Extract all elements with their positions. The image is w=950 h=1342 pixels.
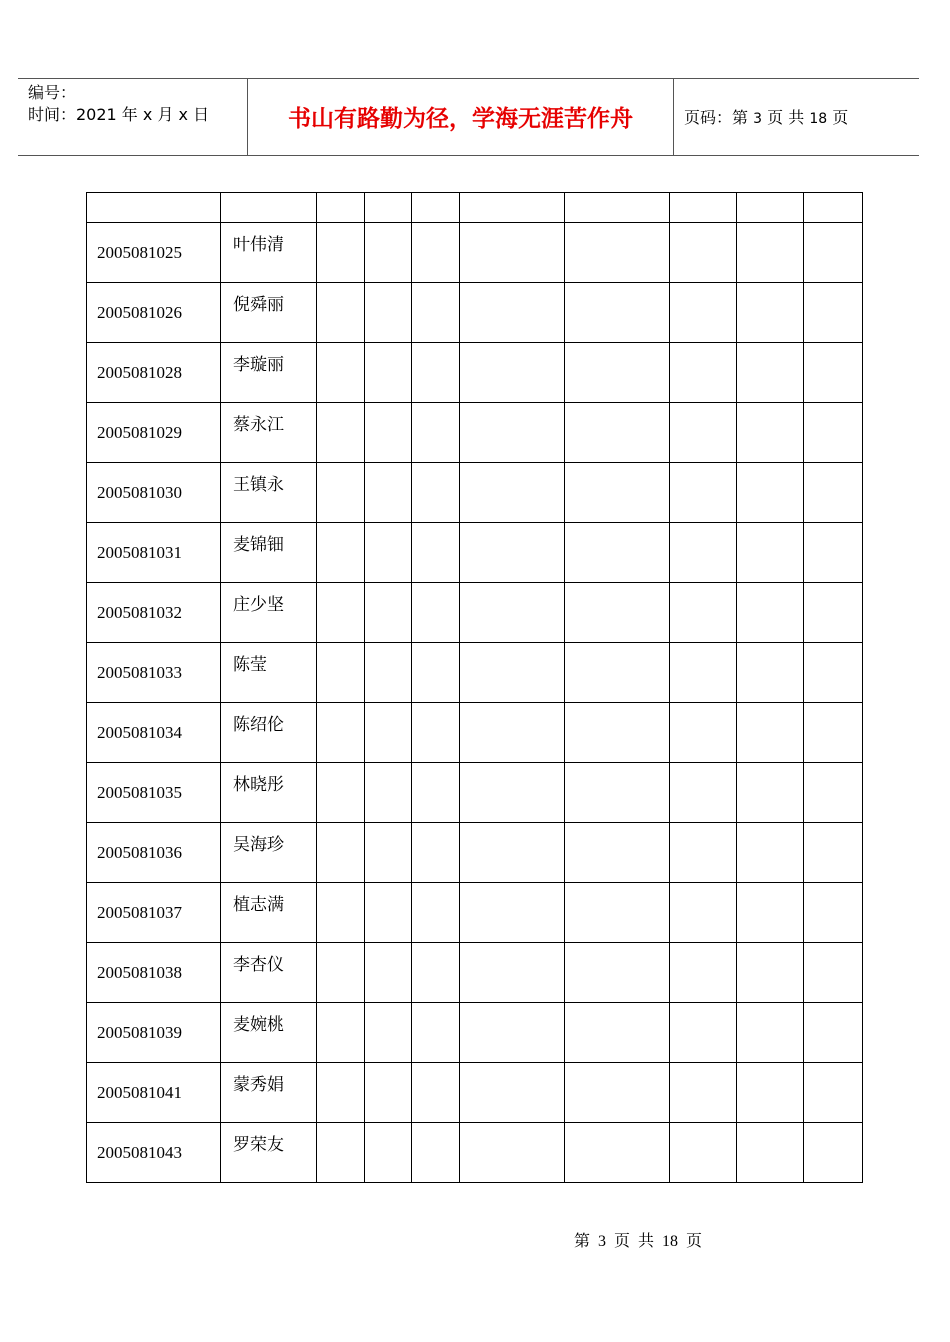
table-cell	[737, 643, 804, 703]
table-cell	[565, 463, 670, 523]
student-id-cell: 2005081030	[87, 463, 221, 523]
table-cell	[670, 403, 737, 463]
table-cell	[365, 763, 412, 823]
table-cell	[317, 703, 365, 763]
table-cell	[670, 763, 737, 823]
table-cell	[565, 403, 670, 463]
page-current: 3	[753, 111, 763, 127]
table-cell	[565, 523, 670, 583]
page-suffix: 页	[832, 108, 849, 127]
table-cell	[670, 943, 737, 1003]
table-cell	[460, 463, 565, 523]
table-cell	[565, 1003, 670, 1063]
table-cell	[365, 643, 412, 703]
table-cell	[804, 343, 863, 403]
student-table	[86, 192, 863, 1183]
table-cell	[804, 223, 863, 283]
table-cell	[737, 583, 804, 643]
student-name-cell: 陈绍伦	[221, 703, 317, 763]
time-label: 时间：2021 年 x 月 x 日	[28, 105, 210, 124]
table-cell	[460, 1003, 565, 1063]
table-cell	[365, 463, 412, 523]
table-cell	[412, 283, 460, 343]
table-cell	[804, 643, 863, 703]
table-cell	[737, 763, 804, 823]
table-cell	[460, 1123, 565, 1183]
table-cell	[365, 1123, 412, 1183]
table-cell	[804, 583, 863, 643]
table-cell	[737, 943, 804, 1003]
table-cell	[221, 193, 317, 223]
table-cell	[317, 193, 365, 223]
table-cell	[317, 1003, 365, 1063]
header-meta	[28, 82, 209, 126]
table-cell	[565, 823, 670, 883]
table-cell	[460, 403, 565, 463]
table-cell	[804, 883, 863, 943]
student-name-cell: 植志满	[221, 883, 317, 943]
table-cell	[317, 523, 365, 583]
table-cell	[737, 883, 804, 943]
table-cell	[365, 703, 412, 763]
student-name-cell: 庄少坚	[221, 583, 317, 643]
table-cell	[670, 463, 737, 523]
student-name-cell: 李璇丽	[221, 343, 317, 403]
table-cell	[737, 1003, 804, 1063]
table-row	[87, 643, 863, 703]
table-cell	[670, 223, 737, 283]
table-cell	[460, 943, 565, 1003]
student-name-cell: 蒙秀娟	[221, 1063, 317, 1123]
table-row	[87, 343, 863, 403]
table-row	[87, 703, 863, 763]
table-cell	[412, 1123, 460, 1183]
table-cell	[565, 343, 670, 403]
table-cell	[365, 823, 412, 883]
table-cell	[737, 703, 804, 763]
header-page-code	[684, 106, 848, 131]
table-cell	[365, 403, 412, 463]
serial-label: 编号：	[28, 83, 77, 102]
table-cell	[317, 343, 365, 403]
table-cell	[412, 1003, 460, 1063]
table-cell	[460, 343, 565, 403]
table-cell	[365, 583, 412, 643]
table-cell	[670, 823, 737, 883]
table-cell	[317, 403, 365, 463]
table-cell	[737, 283, 804, 343]
table-cell	[460, 823, 565, 883]
table-cell	[365, 343, 412, 403]
table-cell	[804, 403, 863, 463]
table-cell	[412, 763, 460, 823]
table-row	[87, 463, 863, 523]
table-cell	[737, 823, 804, 883]
header-top-rule	[18, 78, 919, 79]
table-row	[87, 583, 863, 643]
table-row	[87, 523, 863, 583]
student-id-cell: 2005081043	[87, 1123, 221, 1183]
header-divider-right	[673, 78, 674, 155]
table-cell	[565, 193, 670, 223]
table-cell	[365, 943, 412, 1003]
header-motto: 书山有路勤为径，学海无涯苦作舟	[288, 106, 633, 132]
page-mid: 页 共	[767, 108, 805, 127]
student-name-cell: 吴海珍	[221, 823, 317, 883]
student-name-cell: 蔡永江	[221, 403, 317, 463]
student-id-cell: 2005081036	[87, 823, 221, 883]
table-cell	[565, 1123, 670, 1183]
table-cell	[412, 643, 460, 703]
table-cell	[460, 223, 565, 283]
table-cell	[460, 523, 565, 583]
table-cell	[737, 193, 804, 223]
table-cell	[87, 193, 221, 223]
table-cell	[804, 943, 863, 1003]
table-cell	[565, 643, 670, 703]
table-row	[87, 1123, 863, 1183]
table-cell	[804, 1003, 863, 1063]
table-cell	[365, 193, 412, 223]
page-prefix: 页码：第	[684, 108, 749, 127]
table-cell	[804, 283, 863, 343]
table-cell	[670, 1123, 737, 1183]
table-cell	[460, 1063, 565, 1123]
table-cell	[804, 1063, 863, 1123]
table-cell	[412, 703, 460, 763]
table-cell	[737, 523, 804, 583]
student-name-cell: 麦婉桃	[221, 1003, 317, 1063]
table-cell	[670, 343, 737, 403]
table-header-row	[87, 193, 863, 223]
table-cell	[460, 703, 565, 763]
table-cell	[565, 703, 670, 763]
table-cell	[737, 223, 804, 283]
footer-page-number: 第 3 页 共 18 页	[574, 1233, 703, 1250]
table-cell	[460, 283, 565, 343]
table-cell	[412, 823, 460, 883]
student-id-cell: 2005081025	[87, 223, 221, 283]
student-id-cell: 2005081039	[87, 1003, 221, 1063]
table-cell	[565, 883, 670, 943]
student-name-cell: 王镇永	[221, 463, 317, 523]
student-id-cell: 2005081035	[87, 763, 221, 823]
table-cell	[317, 223, 365, 283]
table-cell	[565, 763, 670, 823]
table-cell	[412, 583, 460, 643]
table-cell	[317, 283, 365, 343]
student-id-cell: 2005081032	[87, 583, 221, 643]
table-cell	[317, 763, 365, 823]
student-id-cell: 2005081034	[87, 703, 221, 763]
table-cell	[317, 943, 365, 1003]
table-row	[87, 1063, 863, 1123]
table-cell	[737, 463, 804, 523]
table-cell	[365, 883, 412, 943]
table-cell	[460, 643, 565, 703]
table-cell	[670, 193, 737, 223]
table-cell	[737, 1063, 804, 1123]
student-name-cell: 倪舜丽	[221, 283, 317, 343]
table-cell	[565, 1063, 670, 1123]
table-cell	[365, 523, 412, 583]
table-row	[87, 823, 863, 883]
table-cell	[670, 703, 737, 763]
table-cell	[317, 1123, 365, 1183]
table-cell	[317, 1063, 365, 1123]
table-cell	[412, 943, 460, 1003]
student-id-cell: 2005081037	[87, 883, 221, 943]
table-cell	[804, 763, 863, 823]
table-cell	[670, 523, 737, 583]
table-cell	[317, 823, 365, 883]
student-id-cell: 2005081033	[87, 643, 221, 703]
table-cell	[460, 883, 565, 943]
student-name-cell: 罗荣友	[221, 1123, 317, 1183]
table-cell	[804, 1123, 863, 1183]
table-body	[87, 193, 863, 1183]
table-cell	[365, 283, 412, 343]
table-cell	[412, 223, 460, 283]
table-cell	[460, 583, 565, 643]
table-cell	[412, 883, 460, 943]
table-cell	[670, 643, 737, 703]
table-cell	[317, 463, 365, 523]
student-id-cell: 2005081029	[87, 403, 221, 463]
table-row	[87, 763, 863, 823]
table-cell	[670, 1063, 737, 1123]
table-cell	[412, 193, 460, 223]
table-cell	[565, 583, 670, 643]
table-cell	[412, 403, 460, 463]
table-cell	[365, 1063, 412, 1123]
table-cell	[565, 943, 670, 1003]
table-cell	[804, 463, 863, 523]
page-total: 18	[809, 111, 828, 127]
table-cell	[670, 583, 737, 643]
table-row	[87, 223, 863, 283]
table-cell	[804, 193, 863, 223]
table-cell	[804, 703, 863, 763]
table-cell	[412, 1063, 460, 1123]
table-cell	[670, 283, 737, 343]
table-row	[87, 403, 863, 463]
student-id-cell: 2005081026	[87, 283, 221, 343]
table-cell	[737, 1123, 804, 1183]
table-cell	[670, 883, 737, 943]
student-id-cell: 2005081028	[87, 343, 221, 403]
table-cell	[365, 223, 412, 283]
student-id-cell: 2005081031	[87, 523, 221, 583]
student-name-cell: 叶伟清	[221, 223, 317, 283]
student-id-cell: 2005081041	[87, 1063, 221, 1123]
student-name-cell: 麦锦钿	[221, 523, 317, 583]
table-cell	[737, 403, 804, 463]
table-cell	[460, 763, 565, 823]
table-cell	[804, 823, 863, 883]
table-row	[87, 883, 863, 943]
student-name-cell: 陈莹	[221, 643, 317, 703]
table-cell	[412, 463, 460, 523]
table-cell	[670, 1003, 737, 1063]
table-row	[87, 943, 863, 1003]
table-cell	[412, 343, 460, 403]
table-cell	[565, 283, 670, 343]
table-row	[87, 283, 863, 343]
student-name-cell: 李杏仪	[221, 943, 317, 1003]
table-cell	[365, 1003, 412, 1063]
table-cell	[737, 343, 804, 403]
table-cell	[460, 193, 565, 223]
table-row	[87, 1003, 863, 1063]
header-bottom-rule	[18, 155, 919, 156]
table-cell	[317, 643, 365, 703]
student-id-cell: 2005081038	[87, 943, 221, 1003]
table-cell	[317, 583, 365, 643]
table-cell	[412, 523, 460, 583]
table-cell	[804, 523, 863, 583]
student-name-cell: 林晓彤	[221, 763, 317, 823]
table-cell	[565, 223, 670, 283]
table-cell	[317, 883, 365, 943]
